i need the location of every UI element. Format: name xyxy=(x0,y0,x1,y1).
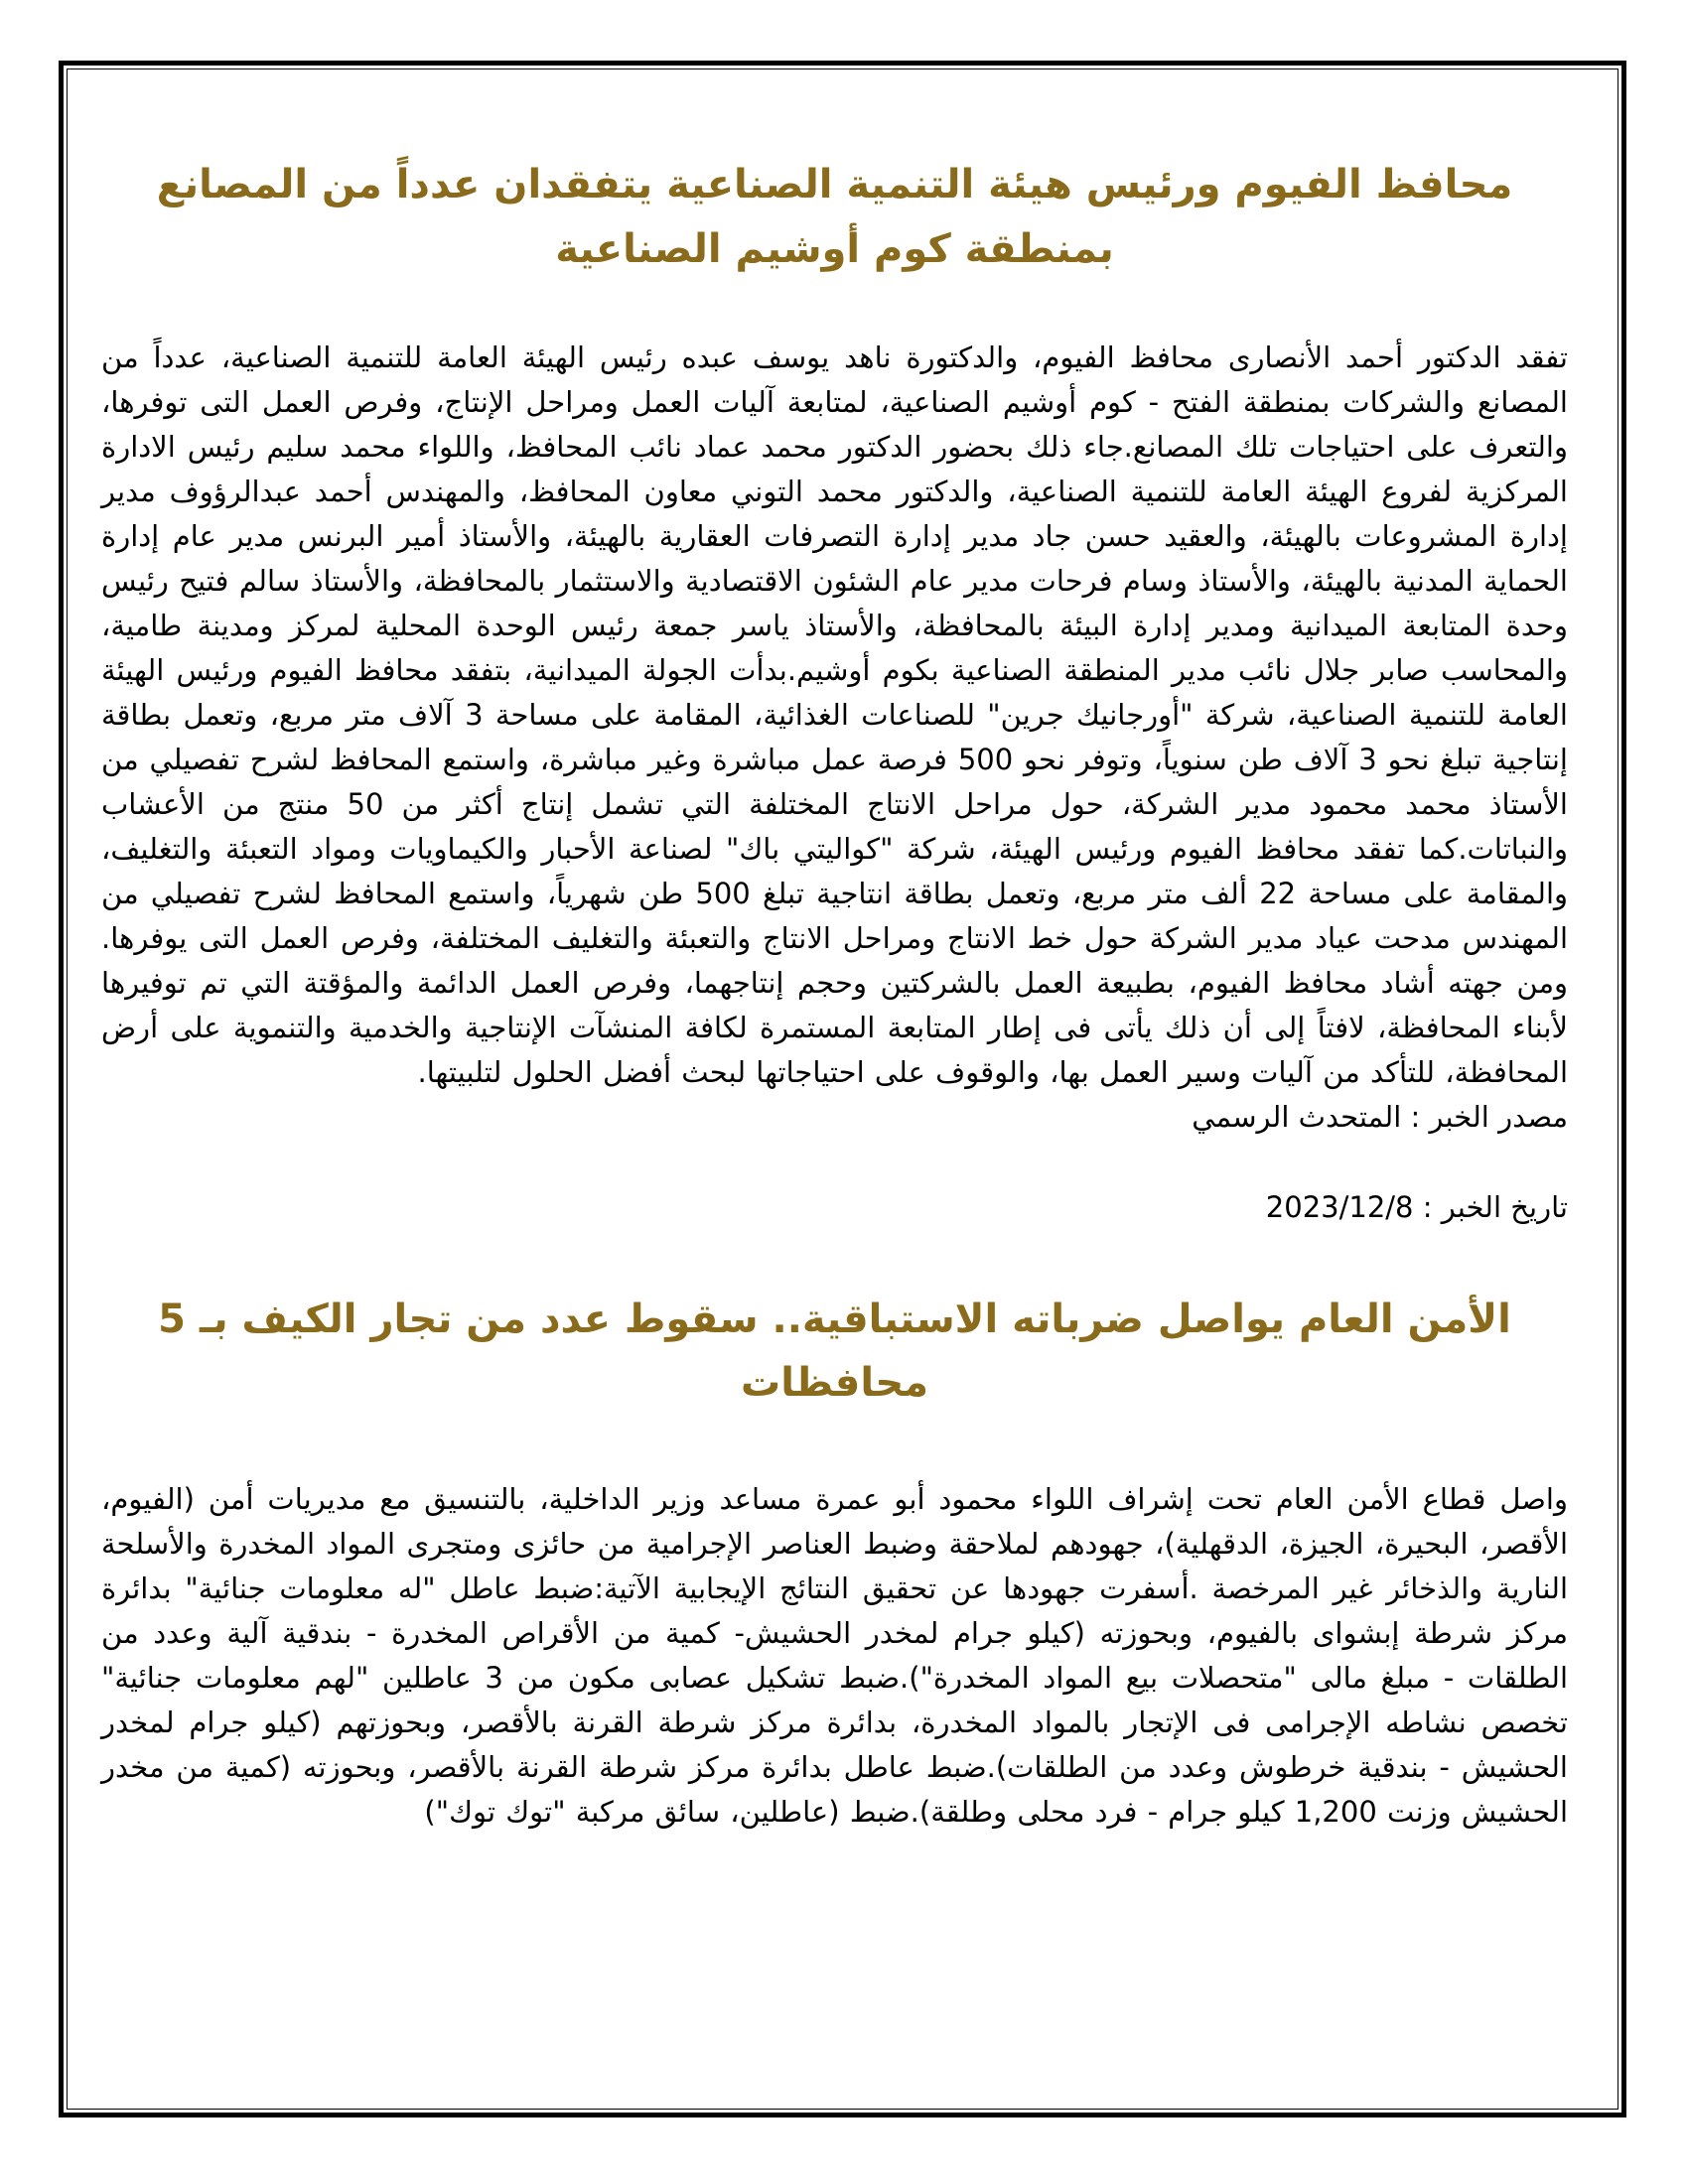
article2-title: الأمن العام يواصل ضرباته الاستباقية.. سقوط عدد من تجار الكيف بـ 5 محافظات xyxy=(158,1296,1511,1407)
article1-date-line: تاريخ الخبر : 2023/12/8 xyxy=(1265,1189,1568,1224)
article1-body: تفقد الدكتور أحمد الأنصارى محافظ الفيوم، والدكتورة ناهد يوسف عبده رئيس الهيئة العامة للتنمية الصناعية، عدداً من المصانع والشركات بمنطقة الفتح - كوم أوشيم الصناعية، لمتابعة آليات العمل ومراحل الإنتاج، وفرص العمل التى توفرها، والتعرف على احتياجات تلك المصانع.جاء ذلك بحضور الدكتور محمد عماد نائب المحافظ، واللواء محمد سليم رئيس الادارة المركزية لفروع الهيئة العامة للتنمية الصناعية، والدكتور محمد التوني معاون المحافظ، والمهندس أحمد عبدالرؤوف مدير إدارة المشروعات بالهيئة، والعقيد حسن جاد مدير إدارة التصرفات العقارية بالهيئة، والأستاذ أمير البرنس مدير عام إدارة الحماية المدنية بالهيئة، والأستاذ وسام فرحات مدير عام الشئون الاقتصادية والاستثمار بالمحافظة، والأستاذ سالم فتيح رئيس وحدة المتابعة الميدانية ومدير إدارة البيئة بالمحافظة، والأستاذ ياسر جمعة رئيس الوحدة المحلية لمركز ومدينة طامية، والمحاسب صابر جلال نائب مدير المنطقة الصناعية بكوم أوشيم.بدأت الجولة الميدانية، بتفقد محافظ الفيوم ورئيس الهيئة العامة للتنمية الصناعية، شركة "أورجانيك جرين" للصناعات الغذائية، المقامة على مساحة 3 آلاف متر مربع، وتعمل بطاقة إنتاجية تبلغ نحو 3 آلاف طن سنوياً، وتوفر نحو 500 فرصة عمل مباشرة وغير مباشرة، واستمع المحافظ لشرح تفصيلي من الأستاذ محمد محمود مدير الشركة، حول مراحل الانتاج المختلفة التي تشمل إنتاج أكثر من 50 منتج من الأعشاب والنباتات.كما تفقد محافظ الفيوم ورئيس الهيئة، شركة "كواليتي باك" لصناعة الأحبار والكيماويات ومواد التعبئة والتغليف، والمقامة على مساحة 22 ألف متر مربع، وتعمل بطاقة انتاجية تبلغ 500 طن شهرياً، واستمع المحافظ لشرح تفصيلي من المهندس مدحت عياد مدير الشركة حول خط الانتاج ومراحل الانتاج والتعبئة والتغليف المختلفة، وفرص العمل التى يوفرها. ومن جهته أشاد محافظ الفيوم، بطبيعة العمل بالشركتين وحجم إنتاجهما، وفرص العمل الدائمة والمؤقتة التي تم توفيرها لأبناء المحافظة، لافتاً إلى أن ذلك يأتى فى إطار المتابعة المستمرة لكافة المنشآت الإنتاجية والخدمية والتنموية على أرض المحافظة، للتأكد من آليات وسير العمل بها، والوقوف على احتياجاتها لبحث أفضل الحلول لتلبيتها. xyxy=(101,340,1569,1089)
page-border-frame xyxy=(59,61,1626,2117)
article1-title: محافظ الفيوم ورئيس هيئة التنمية الصناعية يتفقدان عدداً من المصانع بمنطقة كوم أوشيم الصناعية xyxy=(156,162,1513,272)
article2-body: واصل قطاع الأمن العام تحت إشراف اللواء محمود أبو عمرة مساعد وزير الداخلية، بالتنسيق مع مديريات أمن (الفيوم، الأقصر، البحيرة، الجيزة، الدقهلية)، جهودهم لملاحقة وضبط العناصر الإجرامية من حائزى ومتجرى المواد المخدرة والأسلحة النارية والذخائر غير المرخصة .أسفرت جهودها عن تحقيق النتائج الإيجابية الآتية:ضبط عاطل "له معلومات جنائية" بدائرة مركز شرطة إبشواى بالفيوم، وبحوزته (كيلو جرام لمخدر الحشيش- كمية من الأقراص المخدرة - بندقية آلية وعدد من الطلقات - مبلغ مالى "متحصلات بيع المواد المخدرة").ضبط تشكيل عصابى مكون من 3 عاطلين "لهم معلومات جنائية" تخصص نشاطه الإجرامى فى الإتجار بالمواد المخدرة، بدائرة مركز شرطة القرنة بالأقصر، وبحوزتهم (كيلو جرام لمخدر الحشيش - بندقية خرطوش وعدد من الطلقات).ضبط عاطل بدائرة مركز شرطة القرنة بالأقصر، وبحوزته (كمية من مخدر الحشيش وزنت 1,200 كيلو جرام - فرد محلى وطلقة).ضبط (عاطلين، سائق مركبة "توك توك") xyxy=(101,1482,1568,1830)
page-content-area xyxy=(67,68,1618,2110)
article1-source-line: مصدر الخبر : المتحدث الرسمي xyxy=(1192,1099,1568,1134)
